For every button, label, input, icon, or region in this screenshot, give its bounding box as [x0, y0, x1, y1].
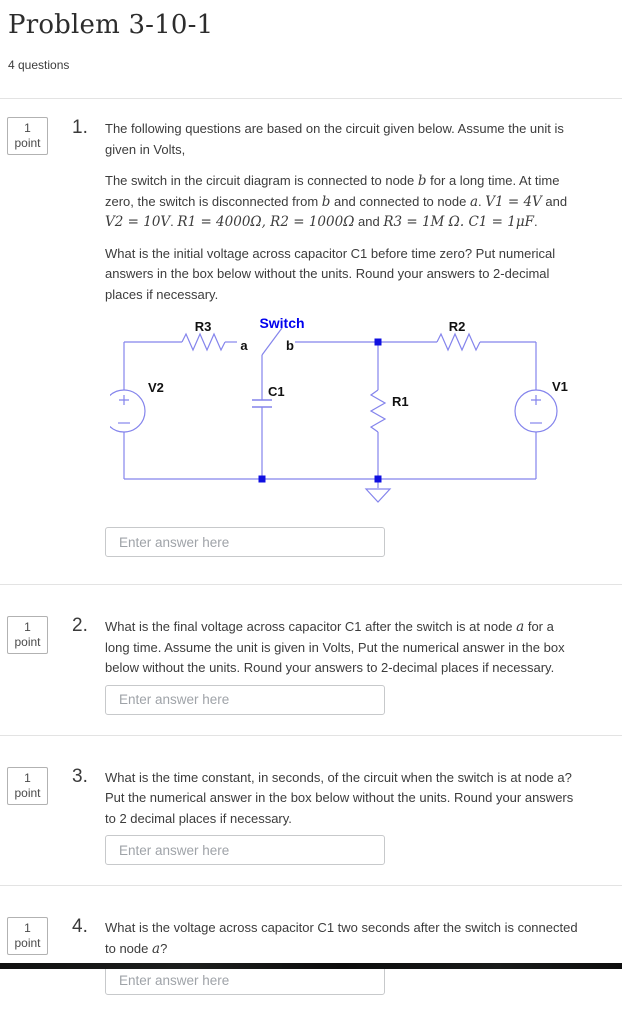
r1-label: R1: [392, 394, 409, 409]
points-label: point: [14, 785, 41, 800]
answer-input[interactable]: [105, 835, 385, 865]
r2-label: R2: [448, 319, 466, 334]
question-body: [105, 617, 582, 715]
question-section: [0, 886, 622, 1015]
math-text: V1 = 4V: [485, 193, 542, 210]
points-badge: [7, 917, 48, 955]
resistor-r3-symbol: [182, 334, 225, 350]
resistor-r1-symbol: [371, 342, 385, 479]
math-text: b: [417, 173, 427, 189]
node-a-label: a: [240, 338, 248, 353]
page-header: [0, 0, 622, 99]
v1-label: V1: [552, 379, 568, 394]
questions-list: [0, 99, 622, 1015]
question-text: What is the time constant, in seconds, of the circuit when the switch is at node a? Put the numerical answer in the box below without the units. Round your answers to 2 decimal places if necessary.: [105, 769, 574, 826]
source-v2-symbol: [110, 342, 145, 479]
resistor-r2-symbol: [437, 334, 480, 350]
r3-label: R3: [194, 319, 212, 334]
math-text: a: [516, 619, 525, 635]
switch-label: Switch: [259, 315, 305, 331]
points-value: 1: [24, 770, 31, 785]
bottom-edge-bar: [0, 963, 622, 969]
question-text: The following questions are based on the circuit given below. Assume the unit is given in Volts,: [105, 121, 564, 157]
points-label: point: [14, 136, 41, 150]
question-body: [105, 918, 582, 995]
points-value: 1: [24, 121, 31, 135]
junction-node: [259, 476, 266, 483]
question-body: [105, 768, 582, 866]
source-v1-symbol: [515, 342, 557, 479]
points-value: 1: [24, 620, 31, 634]
question-text: What is the final voltage across capacitor C1 after the switch is at node a for a long time. Assume the unit is given in Volts, Put the numerical answer in the box below without the units. Round your answers to 2-decimal places if necessary.: [105, 619, 565, 675]
answer-input[interactable]: [105, 527, 385, 557]
question-text: What is the initial voltage across capacitor C1 before time zero? Put numerical answers in the box below without the units. Round your answers to 2-decimal places if necessary.: [105, 245, 556, 302]
answer-input[interactable]: [105, 685, 385, 715]
points-label: point: [14, 635, 41, 649]
capacitor-c1-symbol: [252, 400, 272, 479]
v2-label: V2: [148, 380, 164, 395]
answer-input[interactable]: [105, 965, 385, 995]
points-badge: [7, 616, 48, 654]
math-text: a: [152, 940, 161, 957]
math-text: V2 = 10V: [105, 214, 171, 230]
junction-node: [375, 339, 382, 346]
question-number: 4.: [72, 916, 88, 937]
page-title: Problem 3-10-1: [8, 10, 214, 40]
math-text: b: [321, 193, 331, 210]
points-badge: [7, 117, 48, 155]
math-text: R1 = 4000Ω, R2 = 1000Ω: [177, 214, 355, 230]
question-text: What is the voltage across capacitor C1 two seconds after the switch is connected to node a?: [105, 920, 578, 957]
question-count: 4 questions: [8, 58, 70, 72]
junction-node: [375, 476, 382, 483]
question-section: [0, 585, 622, 736]
math-text: R3 = 1M Ω. C1 = 1μF: [383, 214, 534, 230]
question-body: [105, 119, 582, 557]
question-section: [0, 99, 622, 585]
points-badge: [7, 767, 48, 805]
circuit-diagram: [110, 313, 580, 508]
question-section: [0, 736, 622, 887]
question-number: 1.: [72, 117, 88, 138]
node-b-label: b: [286, 338, 294, 353]
points-value: 1: [24, 921, 31, 935]
c1-label: C1: [268, 384, 285, 399]
question-text: The switch in the circuit diagram is connected to node b for a long time. At time zero, the switch is disconnected from b and connected to node a. V1 = 4V and V2 = 10V. R1 = 4000Ω, R2 = 1000Ω and R3 = 1M Ω. C1 = 1μF.: [105, 173, 568, 230]
question-number: 2.: [72, 615, 88, 636]
math-text: a: [469, 193, 478, 210]
question-number: 3.: [72, 765, 88, 787]
points-label: point: [14, 936, 41, 950]
